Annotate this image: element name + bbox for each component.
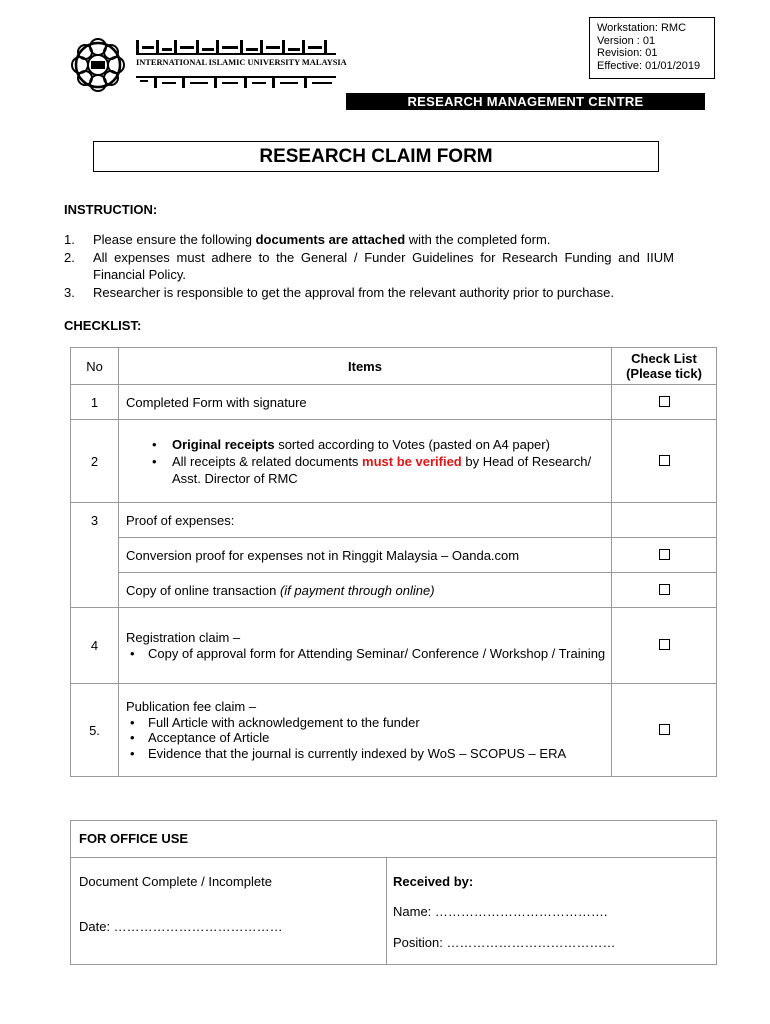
checklist-table <box>70 347 717 777</box>
checkbox[interactable] <box>659 549 670 560</box>
list-item: • Original receipts sorted according to Votes (pasted on A4 paper) <box>126 436 611 453</box>
checklist-heading: CHECKLIST: <box>64 318 142 333</box>
table-row: 5. Publication fee claim – • Full Article with acknowledgement to the funder • Acceptance of Article • Evidence that the journal is currently indexed by WoS – SCOPUS – ERA <box>71 684 717 777</box>
office-use-box <box>70 820 717 965</box>
table-row: 3 Proof of expenses: <box>71 503 717 538</box>
university-name: INTERNATIONAL ISLAMIC UNIVERSITY MALAYSIA <box>136 58 347 67</box>
document-status-label: Document Complete / Incomplete <box>79 874 272 889</box>
checkbox[interactable] <box>659 584 670 595</box>
office-use-title: FOR OFFICE USE <box>71 821 716 858</box>
received-by-label: Received by: <box>393 874 474 889</box>
checkbox[interactable] <box>659 455 670 466</box>
centre-banner: RESEARCH MANAGEMENT CENTRE <box>346 93 705 110</box>
col-no-header: No <box>71 348 119 385</box>
position-field[interactable]: Position: ………………………………… <box>393 935 616 950</box>
instruction-item: 3. Researcher is responsible to get the approval from the relevant authority prior to purchase. <box>64 285 614 300</box>
list-item: • All receipts & related documents must be verified by Head of Research/ Asst. Director of RMC <box>126 453 611 487</box>
checkbox[interactable] <box>659 639 670 650</box>
document-info-box <box>589 17 715 79</box>
office-right-panel <box>387 857 716 964</box>
checkbox[interactable] <box>659 396 670 407</box>
instruction-item: 1. Please ensure the following documents are attached with the completed form. <box>64 232 551 247</box>
name-field[interactable]: Name: …………………………………. <box>393 904 608 919</box>
form-title: RESEARCH CLAIM FORM <box>93 141 659 172</box>
table-row: 4 Registration claim – • Copy of approval form for Attending Seminar/ Conference / Workshop / Training <box>71 608 717 684</box>
version-label: Version : 01 <box>597 34 656 47</box>
list-item: • Full Article with acknowledgement to the funder <box>126 715 611 731</box>
list-item: • Evidence that the journal is currently indexed by WoS – SCOPUS – ERA <box>126 746 611 762</box>
workstation-label: Workstation: RMC <box>597 22 687 34</box>
instruction-heading: INSTRUCTION: <box>64 202 158 217</box>
col-check-header: Check List (Please tick) <box>612 348 717 385</box>
table-header-row <box>71 348 717 385</box>
col-items-header: Items <box>119 348 612 385</box>
university-logo <box>66 36 347 94</box>
table-row: Copy of online transaction (if payment through online) <box>71 573 717 608</box>
table-row: 2 • Original receipts sorted according to Votes (pasted on A4 paper) • All receipts & related documents must be verified by Head of Research/ Asst. Director of RMC <box>71 420 717 503</box>
effective-date-label: Effective: 01/01/2019 <box>597 59 701 72</box>
date-field[interactable]: Date: ………………………………… <box>79 919 283 934</box>
instruction-item: 2. All expenses must adhere to the General / Funder Guidelines for Research Funding and IIUM Financial Policy. <box>64 250 674 282</box>
list-item: • Copy of approval form for Attending Seminar/ Conference / Workshop / Training <box>126 646 611 662</box>
list-item: • Acceptance of Article <box>126 730 611 746</box>
revision-label: Revision: 01 <box>597 47 658 59</box>
instruction-list <box>64 231 674 302</box>
table-row: 1 Completed Form with signature <box>71 385 717 420</box>
table-row: Conversion proof for expenses not in Ringgit Malaysia – Oanda.com <box>71 538 717 573</box>
checkbox[interactable] <box>659 724 670 735</box>
office-left-panel <box>71 857 387 964</box>
